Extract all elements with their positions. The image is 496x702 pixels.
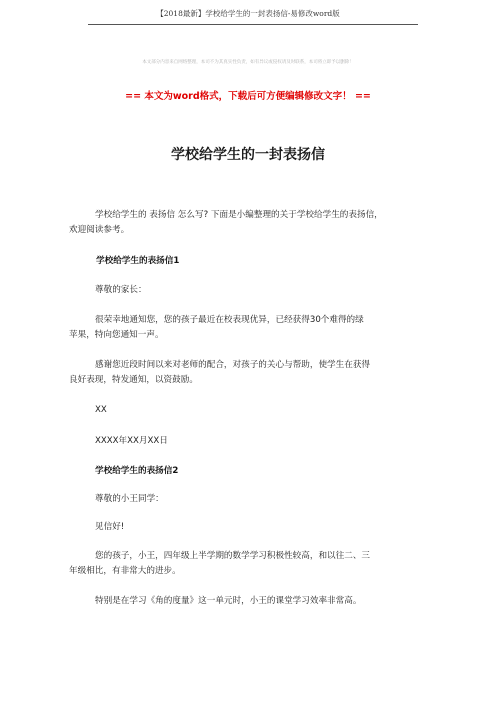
letter1-signature: XX: [95, 405, 107, 415]
letter2-salutation: 尊敬的小王同学：: [95, 494, 164, 504]
letter2-heading: 学校给学生的表扬信2: [95, 466, 179, 476]
page-header: 【2018最新】学校给学生的一封表扬信-易修改word版: [156, 9, 340, 18]
letter1-p2-line-2: 良好表现，特发通知，以资鼓励。: [69, 375, 198, 385]
intro-paragraph: [69, 208, 383, 238]
letter2-paragraph-1: [69, 549, 371, 579]
letter2-p1-line-2: 年级相比，有非常大的进步。: [69, 566, 181, 576]
letter1-p1-line-1: 很荣幸地通知您，您的孩子最近在校表现优异，已经获得30个难得的绿: [95, 315, 364, 325]
letter1-heading: 学校给学生的表扬信1: [96, 256, 180, 266]
header-divider: [88, 24, 418, 25]
letter1-p2-line-1: 感谢您近段时间以来对老师的配合，对孩子的关心与帮助，使学生在获得: [95, 360, 371, 370]
letter2-p1-line-1: 您的孩子，小王，四年级上半学期的数学学习积极性较高，和以往二、三: [95, 551, 371, 561]
letter1-date: XXXX年XX月XX日: [95, 436, 168, 446]
document-title: 学校给学生的一封表扬信: [171, 147, 325, 163]
letter2-greeting: 见信好!: [95, 522, 125, 532]
intro-line-1: 学校给学生的 表扬信 怎么写? 下面是小编整理的关于学校给学生的表扬信，: [95, 210, 383, 220]
letter1-paragraph-2: [69, 358, 371, 388]
letter2-paragraph-2: 特别是在学习《角的度量》这一单元时，小王的课堂学习效率非常高。: [95, 596, 362, 606]
letter1-salutation: 尊敬的家长：: [95, 285, 147, 295]
intro-line-2: 欢迎阅读参考。: [69, 225, 130, 235]
letter1-p1-line-2: 苹果，特向您通知一声。: [69, 330, 164, 340]
disclaimer-text: 本文部分内容来自网络整理，本司不为其真实性负责，如有异议或侵权请及时联系，本司将立即予以删除！: [142, 60, 354, 65]
letter1-paragraph-1: [69, 313, 364, 343]
word-format-banner: == 本文为word格式，下载后可方便编辑修改文字！ ==: [125, 91, 371, 102]
